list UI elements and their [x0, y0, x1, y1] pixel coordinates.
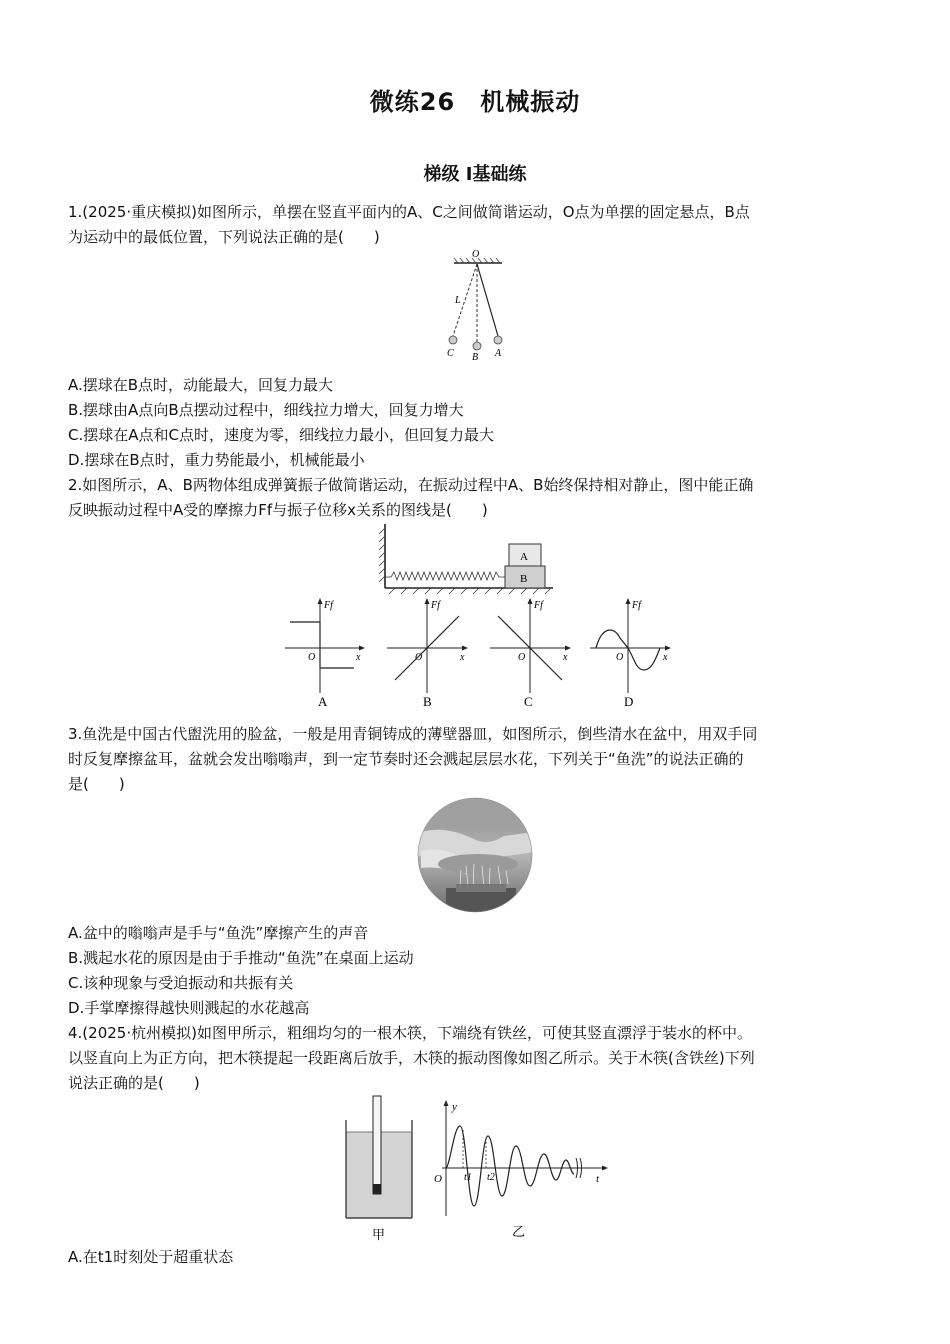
t2-label: t2 [487, 1172, 495, 1183]
graph-a-label: A [318, 694, 328, 709]
graph-d-label: D [624, 694, 634, 709]
q3-option-b: B.溅起水花的原因是由于手推动“鱼洗”在桌面上运动 [68, 949, 414, 967]
q2-text-line2: 反映振动过程中A受的摩擦力Ff与振子位移x关系的图线是( ) [68, 501, 488, 519]
q3-text-line3: 是( ) [68, 775, 125, 793]
graph-b-axis-x: x [460, 652, 465, 663]
graph-option-d [588, 598, 678, 710]
section-subtitle: 梯级 Ⅰ基础练 [423, 164, 527, 185]
spring-oscillator-figure [375, 522, 555, 598]
damped-oscillation-graph [428, 1096, 614, 1244]
graph-d-origin: O [616, 652, 624, 663]
q3-option-a: A.盆中的嗡嗡声是手与“鱼洗”摩擦产生的声音 [68, 924, 369, 942]
label-a: A [495, 348, 502, 359]
fig-jia-label: 甲 [372, 1227, 386, 1242]
pendulum-figure [440, 247, 520, 365]
q1-option-c: C.摆球在A点和C点时，速度为零，细线拉力最小，但回复力最大 [68, 426, 494, 444]
graph-option-a [280, 598, 370, 710]
q2-text-line1: 2.如图所示，A、B两物体组成弹簧振子做简谐运动，在振动过程中A、B始终保持相对静止，图中能正确 [68, 476, 754, 494]
q1-option-a: A.摆球在B点时，动能最大，回复力最大 [68, 376, 334, 394]
q1-option-b: B.摆球由A点向B点摆动过程中，细线拉力增大，回复力增大 [68, 401, 464, 419]
fig-yi-label: 乙 [512, 1224, 526, 1239]
graph-a-axis-y: Ff [324, 600, 333, 611]
graph-c-axis-x: x [563, 652, 568, 663]
q3-text-line2: 时反复摩擦盆耳，盆就会发出嗡嗡声，到一定节奏时还会溅起层层水花，下列关于“鱼洗”的说法正确的 [68, 750, 744, 768]
page-title: 微练26 机械振动 [369, 88, 581, 116]
graph-option-c [488, 598, 578, 710]
fish-basin-photo [416, 796, 534, 914]
graph-b-origin: O [415, 652, 423, 663]
axis-t-label: t [596, 1173, 600, 1185]
cup-chopstick-figure [340, 1094, 420, 1244]
label-l: L [455, 295, 461, 306]
graph-b-label: B [423, 694, 432, 709]
q4-text-line1: 4.(2025·杭州模拟)如图甲所示，粗细均匀的一根木筷，下端绕有铁丝，可使其竖直漂浮于装水的杯中。 [68, 1024, 752, 1042]
graph-c-axis-y: Ff [534, 600, 543, 611]
q1-text-line2: 为运动中的最低位置，下列说法正确的是( ) [68, 228, 380, 246]
graph-d-axis-x: x [663, 652, 668, 663]
q3-option-c: C.该种现象与受迫振动和共振有关 [68, 974, 294, 992]
graph-b-axis-y: Ff [431, 600, 440, 611]
q1-text-line1: 1.(2025·重庆模拟)如图所示，单摆在竖直平面内的A、C之间做简谐运动，O点为单摆的固定悬点，B点 [68, 203, 750, 221]
label-b: B [472, 352, 479, 363]
q1-option-d: D.摆球在B点时，重力势能最小，机械能最小 [68, 451, 365, 469]
graph-d-axis-y: Ff [632, 600, 641, 611]
q3-option-d: D.手掌摩擦得越快则溅起的水花越高 [68, 999, 310, 1017]
graph-c-label: C [524, 694, 533, 709]
t1-label: t1 [464, 1172, 472, 1183]
q4-text-line3: 说法正确的是( ) [68, 1074, 200, 1092]
block-a-label: A [520, 551, 528, 563]
q3-text-line1: 3.鱼洗是中国古代盥洗用的脸盆，一般是用青铜铸成的薄壁器皿，如图所示，倒些清水在盆中，用双手同 [68, 725, 758, 743]
graph-c-origin: O [518, 652, 526, 663]
block-b-label: B [520, 573, 528, 585]
q4-text-line2: 以竖直向上为正方向，把木筷提起一段距离后放手，木筷的振动图像如图乙所示。关于木筷(含铁丝)下列 [68, 1049, 755, 1067]
q4-option-a: A.在t1时刻处于超重状态 [68, 1248, 234, 1266]
label-c: C [447, 348, 454, 359]
origin-label: O [434, 1173, 442, 1185]
label-o: O [472, 249, 480, 260]
axis-y-label: y [452, 1101, 457, 1113]
graph-a-axis-x: x [356, 652, 361, 663]
graph-option-b [385, 598, 475, 710]
graph-a-origin: O [308, 652, 316, 663]
